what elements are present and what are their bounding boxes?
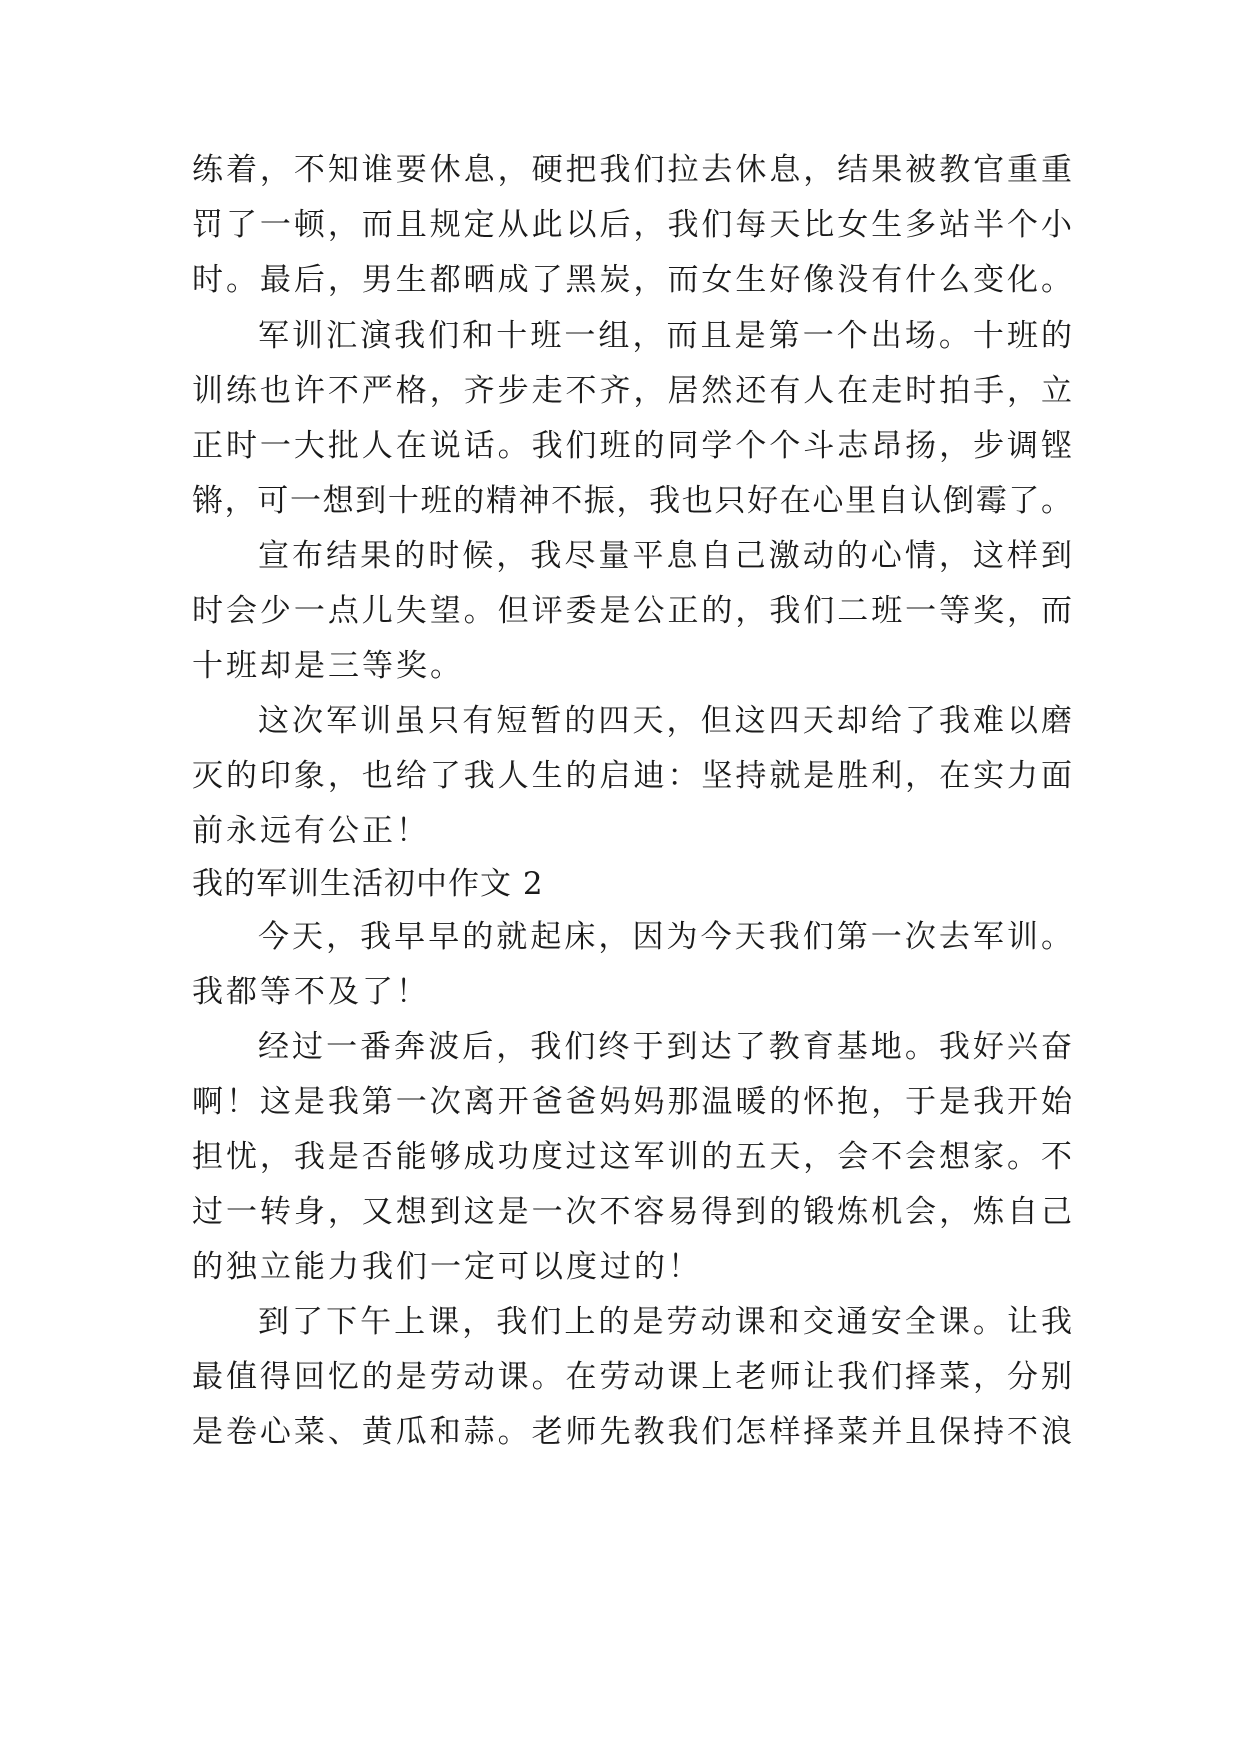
paragraph-first-line: 军训汇演我们和十班一组，而且是第一个出场。十班的 <box>258 318 1072 354</box>
paragraph-first-line: 经过一番奔波后，我们终于到达了教育基地。我好兴奋 <box>258 1029 1072 1065</box>
text-line: 练着，不知谁要休息，硬把我们拉去休息，结果被教官重重 <box>192 152 1072 188</box>
text-line: 是卷心菜、黄瓜和蒜。老师先教我们怎样择菜并且保持不浪 <box>192 1414 1072 1450</box>
text-line: 十班却是三等奖。 <box>192 648 464 684</box>
text-line: 的独立能力我们一定可以度过的！ <box>192 1249 702 1285</box>
paragraph-first-line: 宣布结果的时候，我尽量平息自己激动的心情，这样到 <box>258 538 1072 574</box>
text-line: 前永远有公正！ <box>192 813 430 849</box>
text-line: 我都等不及了！ <box>192 974 430 1010</box>
paragraph-first-line: 这次军训虽只有短暂的四天，但这四天却给了我难以磨 <box>258 703 1072 739</box>
text-line: 啊！这是我第一次离开爸爸妈妈那温暖的怀抱，于是我开始 <box>192 1084 1072 1120</box>
text-line: 担忧，我是否能够成功度过这军训的五天，会不会想家。不 <box>192 1139 1072 1175</box>
text-line: 训练也许不严格，齐步走不齐，居然还有人在走时拍手，立 <box>192 373 1072 409</box>
paragraph-first-line: 今天，我早早的就起床，因为今天我们第一次去军训。 <box>258 919 1072 955</box>
text-line: 最值得回忆的是劳动课。在劳动课上老师让我们择菜，分别 <box>192 1359 1072 1395</box>
text-line: 正时一大批人在说话。我们班的同学个个斗志昂扬，步调铿 <box>192 428 1072 464</box>
paragraph-first-line: 到了下午上课，我们上的是劳动课和交通安全课。让我 <box>258 1304 1072 1340</box>
section-heading: 我的军训生活初中作文 2 <box>192 866 544 902</box>
text-line: 时会少一点儿失望。但评委是公正的，我们二班一等奖，而 <box>192 593 1072 629</box>
text-line: 时。最后，男生都晒成了黑炭，而女生好像没有什么变化。 <box>192 262 1072 298</box>
text-line: 灭的印象，也给了我人生的启迪：坚持就是胜利，在实力面 <box>192 758 1072 794</box>
text-line: 罚了一顿，而且规定从此以后，我们每天比女生多站半个小 <box>192 207 1072 243</box>
text-line: 锵，可一想到十班的精神不振，我也只好在心里自认倒霉了。 <box>192 483 1072 519</box>
text-line: 过一转身，又想到这是一次不容易得到的锻炼机会，炼自己 <box>192 1194 1072 1230</box>
